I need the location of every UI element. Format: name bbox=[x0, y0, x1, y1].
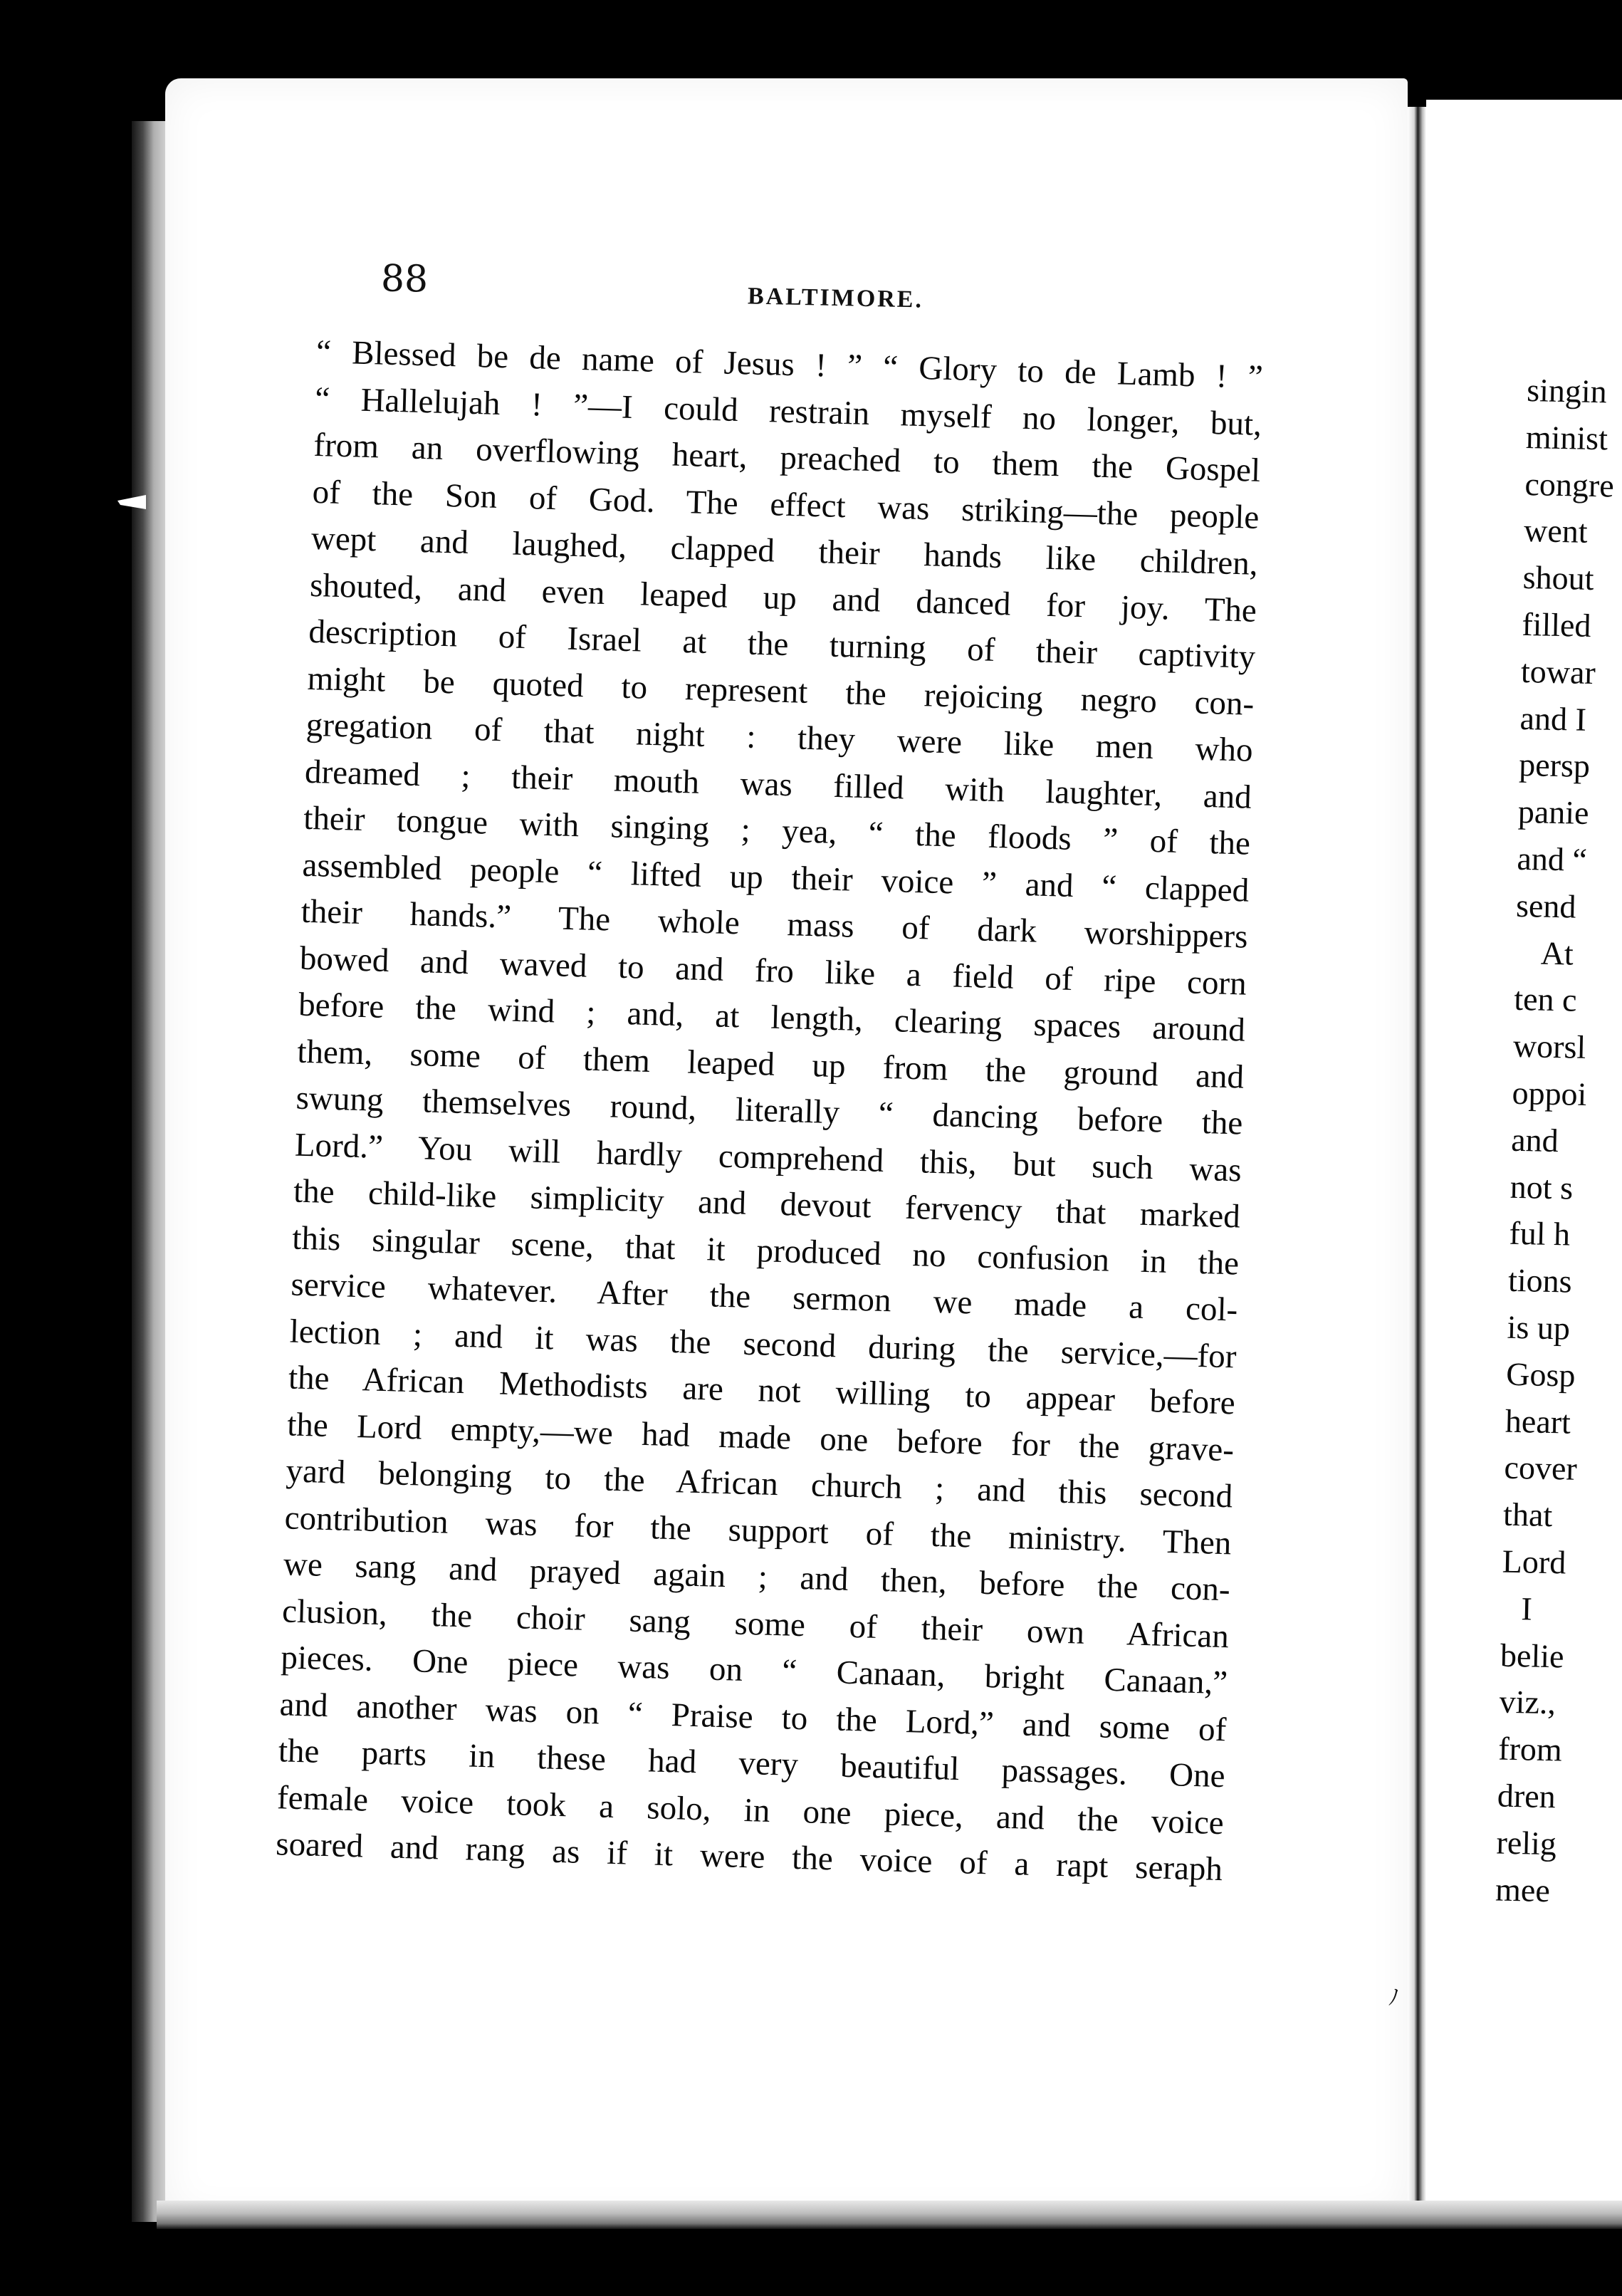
right-text-line: and “ bbox=[1517, 840, 1588, 878]
text-line: their tongue with singing ; yea, “ the floods ” of the bbox=[303, 799, 1251, 862]
right-text-line: persp bbox=[1518, 746, 1591, 785]
text-line: clusion, the choir sang some of their own African bbox=[281, 1592, 1230, 1655]
right-text-line: is up bbox=[1507, 1308, 1571, 1347]
right-text-line: ten c bbox=[1513, 981, 1578, 1019]
text-line: of the Son of God. The effect was striking—the people bbox=[312, 473, 1260, 536]
right-text-line: Lord bbox=[1502, 1543, 1566, 1581]
text-line: dreamed ; their mouth was filled with laughter, and bbox=[304, 753, 1252, 816]
text-line: bowed and waved to and fro like a field of ripe corn bbox=[299, 939, 1247, 1003]
right-text-line: ful h bbox=[1508, 1215, 1571, 1253]
text-line: soared and rang as if it were the voice of a rapt seraph bbox=[275, 1825, 1223, 1889]
right-text-line: dren bbox=[1497, 1777, 1556, 1815]
page-stack-edge-left bbox=[132, 121, 169, 2222]
right-text-line: mee bbox=[1495, 1871, 1551, 1909]
text-line: pieces. One piece was on “ Canaan, bright Canaan,” bbox=[280, 1639, 1228, 1702]
right-text-line: heart bbox=[1505, 1402, 1571, 1441]
right-text-line: singin bbox=[1526, 371, 1608, 410]
text-line: we sang and prayed again ; and then, before the con- bbox=[283, 1545, 1231, 1609]
book-spine bbox=[1408, 107, 1426, 2215]
right-text-line: filled bbox=[1521, 605, 1592, 644]
text-line: from an overflowing heart, preached to them the Gospel bbox=[313, 426, 1261, 489]
right-text-line: minist bbox=[1525, 418, 1608, 457]
text-line: Lord.” You will hardly comprehend this, but such was bbox=[294, 1126, 1242, 1189]
text-line: shouted, and even leaped up and danced for joy. The bbox=[309, 566, 1257, 630]
right-text-line: relig bbox=[1496, 1824, 1557, 1862]
text-line: and another was on “ Praise to the Lord,” and some of bbox=[279, 1685, 1227, 1748]
page-number: 88 bbox=[380, 257, 429, 301]
text-line: assembled people “ lifted up their voice ” and “ clapped bbox=[301, 846, 1250, 909]
text-line: female voice took a solo, in one piece, and the voice bbox=[276, 1778, 1225, 1842]
text-line: “ Hallelujah ! ”—I could restrain myself no longer, but, bbox=[314, 380, 1262, 443]
text-line: wept and laughed, clapped their hands like children, bbox=[310, 519, 1259, 583]
right-text-line: I bbox=[1520, 1590, 1533, 1627]
right-text-line: shout bbox=[1522, 559, 1595, 598]
text-line: yard belonging to the African church ; and this second bbox=[285, 1452, 1233, 1515]
right-text-line: viz., bbox=[1499, 1683, 1556, 1721]
right-text-line: At bbox=[1540, 934, 1574, 972]
right-text-line: cover bbox=[1504, 1449, 1578, 1488]
text-line: description of Israel at the turning of their captivity bbox=[308, 612, 1256, 676]
running-head: BALTIMORE. bbox=[747, 283, 924, 313]
right-text-line: towar bbox=[1520, 652, 1596, 691]
text-line: the parts in these had very beautiful passages. One bbox=[278, 1732, 1226, 1795]
right-text-line: belie bbox=[1500, 1637, 1565, 1674]
page-stack-edge-bottom bbox=[157, 2201, 1622, 2229]
right-text-line: from bbox=[1497, 1730, 1563, 1768]
text-line: the African Methodists are not willing to appear before bbox=[288, 1359, 1236, 1422]
text-line: service whatever. After the sermon we made a col- bbox=[290, 1266, 1238, 1329]
text-line: gregation of that night : they were like men who bbox=[305, 706, 1254, 769]
right-text-line: that bbox=[1502, 1496, 1553, 1534]
text-line: them, some of them leaped up from the ground and bbox=[296, 1033, 1245, 1096]
text-line: the child-like simplicity and devout fervency that marked bbox=[293, 1172, 1241, 1236]
text-line: contribution was for the support of the ministry. Then bbox=[284, 1498, 1233, 1562]
text-line: before the wind ; and, at length, clearing spaces around bbox=[298, 986, 1246, 1049]
right-text-line: congre bbox=[1524, 465, 1615, 504]
right-text-line: send bbox=[1515, 887, 1577, 925]
text-line: “ Blessed be de name of Jesus ! ” “ Glory to de Lamb ! ” bbox=[315, 333, 1264, 396]
right-text-line: Gosp bbox=[1505, 1355, 1576, 1394]
text-line: this singular scene, that it produced no confusion in the bbox=[291, 1219, 1240, 1282]
right-text-line: worsl bbox=[1512, 1027, 1586, 1066]
text-line: their hands.” The whole mass of dark worshippers bbox=[300, 892, 1249, 956]
right-text-line: tions bbox=[1507, 1261, 1573, 1300]
text-line: might be quoted to represent the rejoicing negro con- bbox=[307, 659, 1255, 723]
right-text-line: oppoi bbox=[1512, 1074, 1587, 1112]
right-text-line: and bbox=[1510, 1121, 1559, 1159]
text-line: the Lord empty,—we had made one before for the grave- bbox=[286, 1405, 1235, 1468]
right-text-line: panie bbox=[1517, 793, 1590, 832]
right-text-line: not s bbox=[1509, 1168, 1574, 1206]
ink-mark: ﾉ bbox=[1388, 1985, 1399, 2010]
right-text-line: went bbox=[1523, 512, 1589, 550]
main-text-block bbox=[276, 329, 1264, 1894]
text-line: lection ; and it was the second during the service,—for bbox=[289, 1312, 1238, 1375]
text-line: swung themselves round, literally “ dancing before the bbox=[295, 1079, 1244, 1142]
right-text-line: and I bbox=[1519, 699, 1587, 738]
